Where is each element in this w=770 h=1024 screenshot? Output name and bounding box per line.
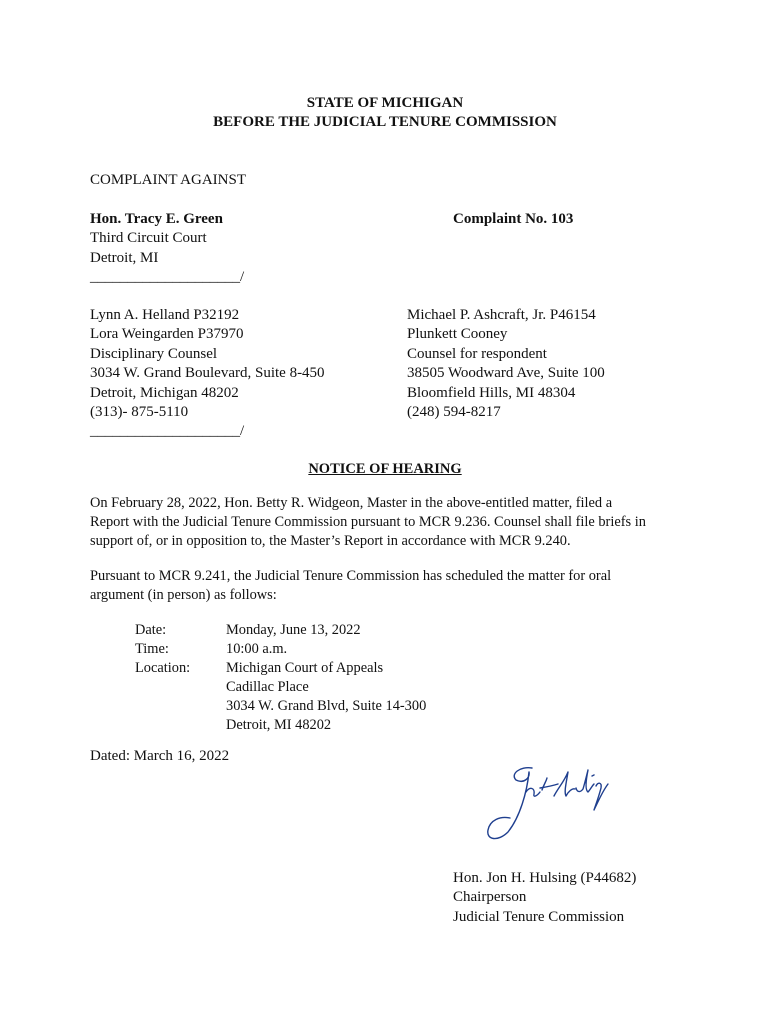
- signer-organization: Judicial Tenure Commission: [453, 908, 625, 925]
- location-line: Detroit, MI 48202: [226, 717, 332, 733]
- counsel-left-line: Lynn A. Helland P32192: [90, 307, 240, 323]
- hearing-time-row: [135, 640, 426, 659]
- handwritten-signature: [480, 762, 620, 847]
- respondent-city: Detroit, MI: [90, 249, 159, 266]
- hearing-date-value: Monday, June 13, 2022: [226, 622, 361, 638]
- disciplinary-counsel-block: [90, 306, 325, 442]
- caption-rule-line: ____________________/: [90, 269, 245, 286]
- signer-block: [453, 869, 636, 927]
- counsel-left-line: (313)- 875-5110: [90, 404, 189, 421]
- respondent-name: Hon. Tracy E. Green: [90, 211, 223, 227]
- hearing-date-row: [135, 621, 426, 640]
- paragraph-line: Pursuant to MCR 9.241, the Judicial Tenure Commission has scheduled the matter for oral: [90, 568, 612, 584]
- counsel-right-line: Michael P. Ashcraft, Jr. P46154: [407, 307, 596, 323]
- hearing-time-label: Time:: [135, 641, 169, 657]
- complaint-against-label: COMPLAINT AGAINST: [90, 172, 246, 188]
- signer-name: Hon. Jon H. Hulsing (P44682): [453, 870, 637, 886]
- notice-title: NOTICE OF HEARING: [308, 461, 462, 477]
- header-commission: BEFORE THE JUDICIAL TENURE COMMISSION: [213, 114, 557, 130]
- counsel-left-line: Lora Weingarden P37970: [90, 326, 244, 343]
- hearing-location-label: Location:: [135, 660, 191, 676]
- counsel-right-line: Plunkett Cooney: [407, 326, 508, 343]
- hearing-date-label: Date:: [135, 622, 167, 638]
- complaint-number: Complaint No. 103: [453, 211, 574, 227]
- respondent-counsel-block: [407, 306, 605, 422]
- header-state: STATE OF MICHIGAN: [306, 95, 464, 111]
- location-line: 3034 W. Grand Blvd, Suite 14-300: [226, 698, 427, 714]
- counsel-right-line: Bloomfield Hills, MI 48304: [407, 384, 576, 401]
- counsel-left-line: Detroit, Michigan 48202: [90, 384, 239, 401]
- counsel-right-line: 38505 Woodward Ave, Suite 100: [407, 365, 605, 382]
- counsel-left-line: Disciplinary Counsel: [90, 345, 218, 362]
- hearing-details: [135, 621, 426, 735]
- respondent-block: [90, 210, 244, 288]
- paragraph-line: Report with the Judicial Tenure Commission pursuant to MCR 9.236. Counsel shall file briefs in: [90, 514, 646, 531]
- hearing-location-value: [226, 659, 426, 735]
- paragraph-line: argument (in person) as follows:: [90, 587, 277, 604]
- paragraph-line: support of, or in opposition to, the Master’s Report in accordance with MCR 9.240.: [90, 533, 571, 550]
- location-line: Michigan Court of Appeals: [226, 660, 384, 676]
- counsel-rule-line: ____________________/: [90, 423, 245, 440]
- notice-paragraph-1: [90, 494, 690, 552]
- document-header: [0, 94, 770, 132]
- dated-line: Dated: March 16, 2022: [90, 748, 230, 764]
- hearing-time-value: 10:00 a.m.: [226, 641, 288, 657]
- signer-title: Chairperson: [453, 889, 527, 906]
- counsel-right-line: Counsel for respondent: [407, 345, 547, 362]
- hearing-location-row: [135, 659, 426, 735]
- counsel-left-line: 3034 W. Grand Boulevard, Suite 8-450: [90, 365, 325, 382]
- counsel-right-line: (248) 594-8217: [407, 404, 501, 421]
- location-line: Cadillac Place: [226, 679, 309, 695]
- notice-paragraph-2: [90, 567, 690, 605]
- respondent-court: Third Circuit Court: [90, 230, 207, 247]
- paragraph-line: On February 28, 2022, Hon. Betty R. Widgeon, Master in the above-entitled matter, filed a: [90, 495, 613, 511]
